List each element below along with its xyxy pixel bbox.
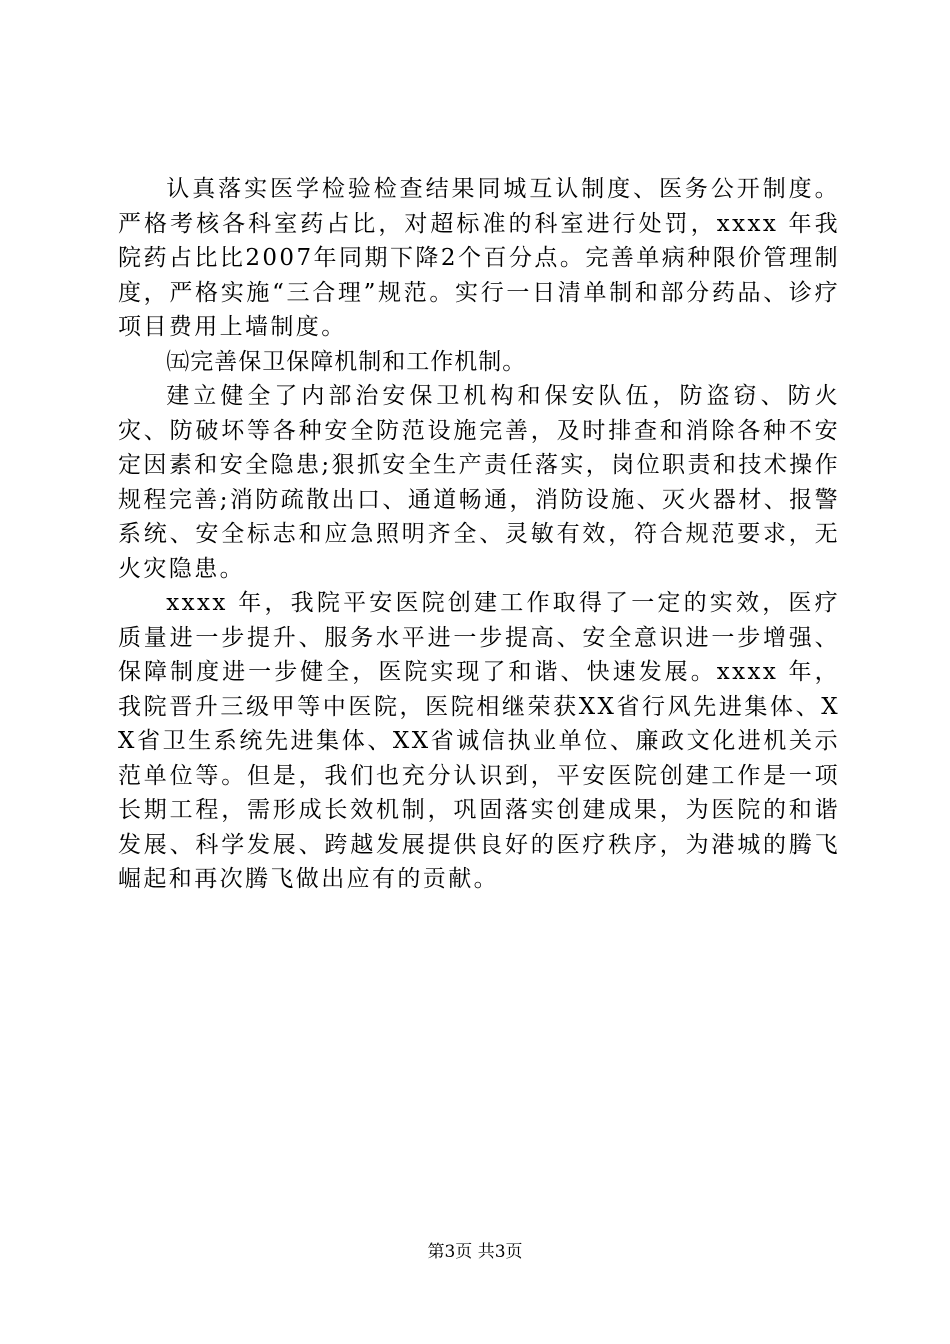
page-number-label: 第3页 共3页 — [427, 1242, 523, 1262]
section-heading-security: ㈤完善保卫保障机制和工作机制。 — [166, 348, 527, 375]
page-footer — [0, 1241, 950, 1263]
paragraph-medical-rules: 认真落实医学检验检查结果同城互认制度、医务公开制度。严格考核各科室药占比，对超标准的科室进行处罚，xxxx 年我院药占比比2007年同期下降2个百分点。完善单病种限价管理制度，严格实施“三合理”规范。实行一日清单制和部分药品、诊疗项目费用上墙制度。 — [118, 176, 840, 340]
document-body — [118, 172, 840, 897]
paragraph-achievements: xxxx 年，我院平安医院创建工作取得了一定的实效，医疗质量进一步提升、服务水平进一步提高、安全意识进一步增强、保障制度进一步健全，医院实现了和谐、快速发展。xxxx 年，我院晋升三级甲等中医院，医院相继荣获XX省行风先进集体、XX省卫生系统先进集体、XX省诚信执业单位、廉政文化进机关示范单位等。但是，我们也充分认识到，平安医院创建工作是一项长期工程，需形成长效机制，巩固落实创建成果，为医院的和谐发展、科学发展、跨越发展提供良好的医疗秩序，为港城的腾飞崛起和再次腾飞做出应有的贡献。 — [118, 590, 840, 892]
paragraph-security-measures: 建立健全了内部治安保卫机构和保安队伍，防盗窃、防火灾、防破坏等各种安全防范设施完善，及时排查和消除各种不安定因素和安全隐患;狠抓安全生产责任落实，岗位职责和技术操作规程完善;消防疏散出口、通道畅通，消防设施、灭火器材、报警系统、安全标志和应急照明齐全、灵敏有效，符合规范要求，无火灾隐患。 — [118, 383, 840, 582]
